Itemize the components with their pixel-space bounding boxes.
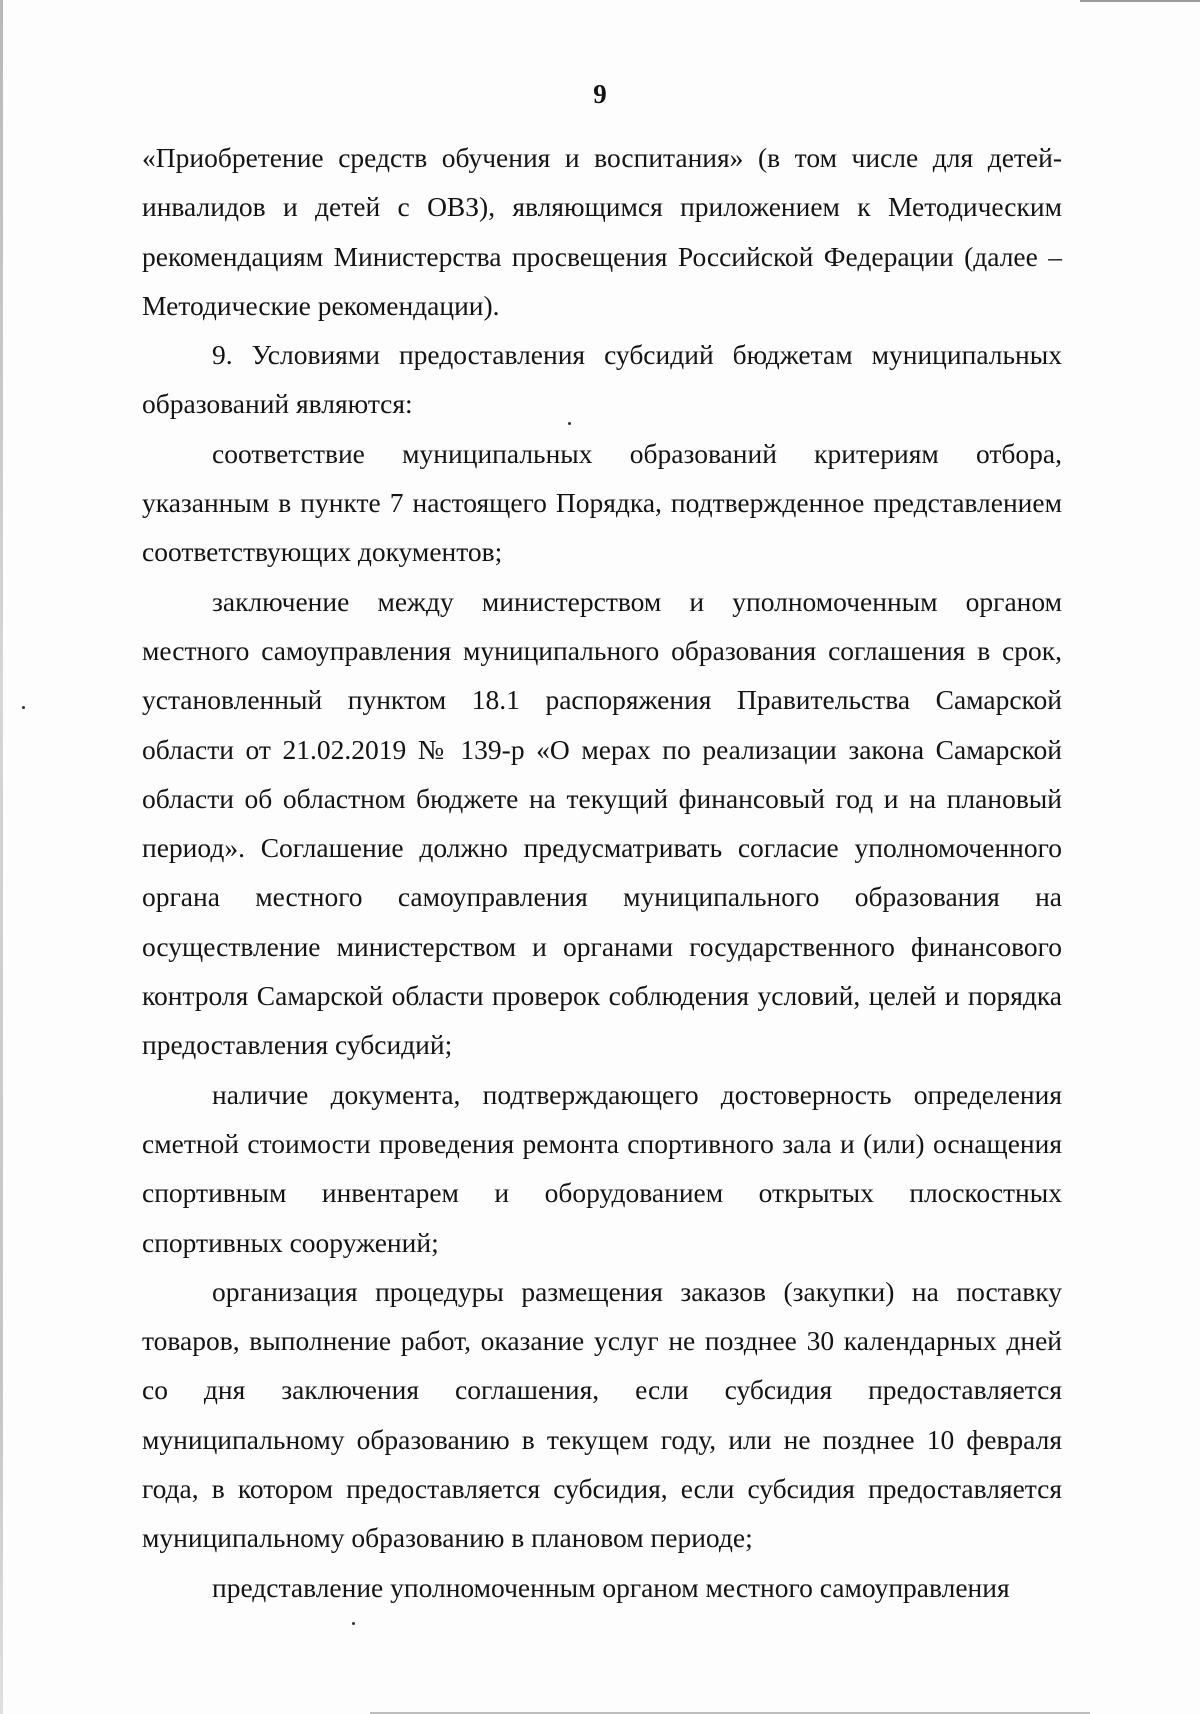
scan-speck	[352, 1622, 355, 1625]
paragraph-condition-estimate: наличие документа, подтверждающего достоверность определения сметной стоимости проведения ремонта спортивного зала и (или) оснащения спортивным инвентарем и оборудованием открытых плоскостных спортивных сооружений;	[142, 1078, 1062, 1258]
paragraph-condition-agreement: заключение между министерством и уполномоченным органом местного самоуправления муниципального образования соглашения в срок, установленный пунктом 18.1 распоряжения Правительства Самарской области от 21.02.2019 № 139-р «О мерах по реализации закона Самарской области об областном бюджете на текущий финансовый год и на плановый период». Соглашение должно предусматривать согласие уполномоченного органа местного самоуправления муниципального образования на осуществление министерством и органами государственного финансового контроля Самарской области проверок соблюдения условий, целей и порядка предоставления субсидий;	[142, 585, 1062, 1061]
scan-edge-top	[1080, 0, 1200, 2]
page-number: 9	[593, 79, 607, 109]
paragraph-continuation: «Приобретение средств обучения и воспитания» (в том числе для детей-инвалидов и детей с ОВЗ), являющимся приложением к Методическим рекомендациям Министерства просвещения Российской Федерации (далее – Методические рекомендации).	[142, 142, 1062, 321]
document-body	[142, 133, 1062, 1612]
paragraph-item-9: 9. Условиями предоставления субсидий бюджетам муниципальных образований являются:	[142, 339, 1062, 420]
paragraph-condition-procurement: организация процедуры размещения заказов (закупки) на поставку товаров, выполнение работ, оказание услуг не позднее 30 календарных дней со дня заключения соглашения, если субсидия предоставляется муниципальному образованию в текущем году, или не позднее 10 февраля года, в котором предоставляется субсидия, если субсидия предоставляется муниципальному образованию в плановом периоде;	[142, 1275, 1062, 1554]
scan-edge-left	[0, 0, 3, 1714]
paragraph-condition-submission: представление уполномоченным органом местного самоуправления	[212, 1571, 1010, 1603]
paragraph-condition-criteria: соответствие муниципальных образований критериям отбора, указанным в пункте 7 настоящего Порядка, подтвержденное представлением соответствующих документов;	[142, 437, 1062, 568]
scan-speck	[22, 706, 25, 709]
